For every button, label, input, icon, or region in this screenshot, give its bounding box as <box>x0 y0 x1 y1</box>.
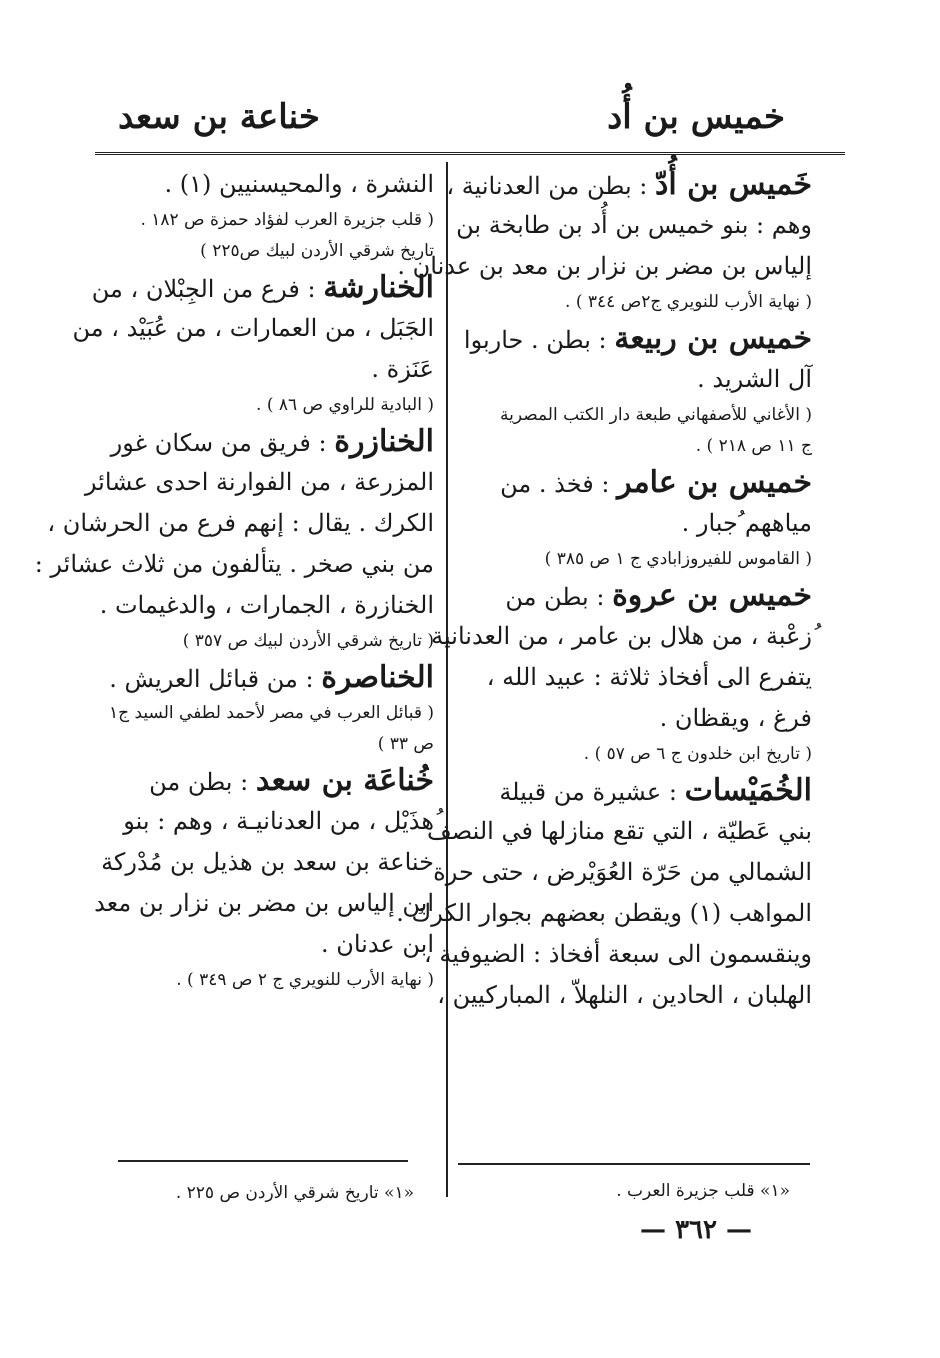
body-line <box>101 842 434 883</box>
entry-text: : فخذ . من <box>500 470 610 498</box>
body-line <box>94 883 434 924</box>
entry-term: خميس بن عامر <box>617 465 812 500</box>
entry-text: : بطن من <box>149 768 249 796</box>
body-line <box>116 349 434 390</box>
body-line <box>116 924 434 965</box>
body-line <box>464 359 812 400</box>
entry-text: : من قبائل العريش . <box>109 665 314 693</box>
citation-line: ج ١١ ص ٢١٨ ) . <box>695 436 812 456</box>
entry-text: بني عَطيّة ، التي تقع منازلها في النصف <box>426 817 812 845</box>
body-line <box>431 616 812 657</box>
citation-line: تاريخ شرقي الأردن لبيك ص٢٢٥ ) <box>200 241 434 261</box>
entry-text: الشمالي من حَرّة العُوَيْرض ، حتى حرة <box>433 858 812 886</box>
entry-text: : بطن من العدنانية ، <box>446 172 648 200</box>
body-line <box>99 585 434 626</box>
entry-term: خَميس بن أُدّ <box>655 167 812 202</box>
running-header-right: خميس بن أُد <box>607 97 785 137</box>
footnote-rule-left <box>118 1160 408 1162</box>
entry-text: : بطن من <box>505 583 605 611</box>
body-line <box>34 544 434 585</box>
body-line <box>116 801 434 842</box>
entry-heading-line <box>91 267 434 308</box>
entry-heading-line <box>464 318 812 359</box>
entry-text: ُزعْبة ، من هلال بن عامر ، من العدنانية <box>431 622 812 650</box>
citation-line: ( البادية للراوي ص ٨٦ ) . <box>256 395 434 415</box>
entry-text: المواهب (١) ويقطن بعضهم بجوار الكرك . <box>396 899 812 927</box>
body-line <box>464 698 812 739</box>
entry-text: ابن إلياس بن مضر بن نزار بن معد <box>94 889 434 917</box>
entry-heading-line <box>464 462 812 503</box>
entry-heading-line <box>446 164 812 205</box>
entry-text: : عشيرة من قبيلة <box>499 778 677 806</box>
footnote-right: «١» قلب جزيرة العرب . <box>616 1181 790 1201</box>
citation-line: ص ٣٣ ) <box>377 734 434 754</box>
citation-line: ( قبائل العرب في مصر لأحمد لطفي السيد ج١ <box>108 703 434 723</box>
entry-text: خناعة بن سعد بن هذيل بن مُدْركة <box>101 848 434 876</box>
body-line <box>72 308 434 349</box>
body-line <box>437 975 812 1016</box>
citation-line: ( تاريخ شرقي الأردن لبيك ص ٣٥٧ ) <box>182 631 434 651</box>
entry-text: عَنَزة . <box>371 355 434 383</box>
entry-heading-line <box>464 770 812 811</box>
body-line <box>426 811 812 852</box>
body-line <box>116 164 434 205</box>
entry-text: الخنازرة ، الجمارات ، والدغيمات . <box>99 591 434 619</box>
entry-term: الخنازرة <box>334 424 434 459</box>
body-line <box>397 246 812 287</box>
entry-term: خميس بن ربيعة <box>614 321 812 356</box>
entry-term: الخُمَيْسات <box>684 773 812 808</box>
entry-text: المزرعة ، من الفوارنة احدى عشائر <box>84 468 434 496</box>
page-number: — ٣٦٢ — <box>640 1215 753 1245</box>
body-line <box>464 657 812 698</box>
entry-text: ابن عدنان . <box>320 930 434 958</box>
body-line <box>433 852 812 893</box>
entry-text: يتفرع الى أفخاذ ثلاثة : عبيد الله ، <box>486 663 812 691</box>
entry-text: فرغ ، ويقظان . <box>659 704 812 732</box>
entry-text: آل الشريد . <box>697 365 812 393</box>
citation-line: ( نهاية الأرب للنويري ج ٢ ص ٣٤٩ ) . <box>176 970 434 990</box>
entry-term: خُناعَة بن سعد <box>255 763 434 798</box>
entry-term: الخناصرة <box>321 660 434 695</box>
footnote-left: «١» تاريخ شرقي الأردن ص ٢٢٥ . <box>175 1183 414 1203</box>
body-line <box>47 503 434 544</box>
entry-text: مياههم ُجبار . <box>681 509 812 537</box>
entry-heading-line <box>116 760 434 801</box>
footnote-rule-right <box>458 1163 810 1165</box>
entry-text: ُهذَيْل ، من العدنانيـة ، وهم : بنو <box>123 807 434 835</box>
entry-text: : فريق من سكان غور <box>110 429 327 457</box>
citation-line: ( قلب جزيرة العرب لفؤاد حمزة ص ١٨٢ . <box>140 210 434 230</box>
entry-text: من بني صخر . يتألفون من ثلاث عشائر : <box>34 550 434 578</box>
entry-text: وينقسمون الى سبعة أفخاذ : الضيوفية ، <box>424 940 812 968</box>
body-line <box>424 934 812 975</box>
body-line <box>396 893 812 934</box>
citation-line: ( القاموس للفيروزابادي ج ١ ص ٣٨٥ ) <box>544 549 812 569</box>
entry-text: الكرك . يقال : إنهم فرع من الحرشان ، <box>47 509 434 537</box>
left-column <box>34 164 434 996</box>
citation-line: ( نهاية الأرب للنويري ج٢ص ٣٤٤ ) . <box>565 292 812 312</box>
running-header-left: خناعة بن سعد <box>118 97 320 137</box>
entry-text: وهم : بنو خميس بن أُد بن طابخة بن <box>456 211 812 239</box>
entry-heading-line <box>109 657 434 698</box>
citation-line: ( تاريخ ابن خلدون ج ٦ ص ٥٧ ) . <box>583 744 812 764</box>
entry-heading-line <box>464 575 812 616</box>
entry-text: : فرع من الجِبْلان ، من <box>91 275 316 303</box>
entry-text: إلياس بن مضر بن نزار بن معد بن عدنان . <box>397 252 812 280</box>
entry-term: خميس بن عروة <box>612 578 812 613</box>
body-line <box>84 462 434 503</box>
entry-text: : بطن . حاربوا <box>463 326 607 354</box>
entry-text: الهلبان ، الحادين ، النلهلاّ ، المباركيين ، <box>437 981 812 1009</box>
body-line <box>456 205 812 246</box>
entry-heading-line <box>110 421 434 462</box>
body-line <box>464 503 812 544</box>
column-divider <box>446 162 448 1197</box>
entry-text: النشرة ، والمحيسنيين (١) . <box>164 170 434 198</box>
header-rule <box>95 152 845 158</box>
entry-text: الجَبَل ، من العمارات ، من عُبَيْد ، من <box>72 314 434 342</box>
entry-term: الخنارشة <box>323 270 434 305</box>
citation-line: ( الأغاني للأصفهاني طبعة دار الكتب المصرية <box>499 405 812 425</box>
